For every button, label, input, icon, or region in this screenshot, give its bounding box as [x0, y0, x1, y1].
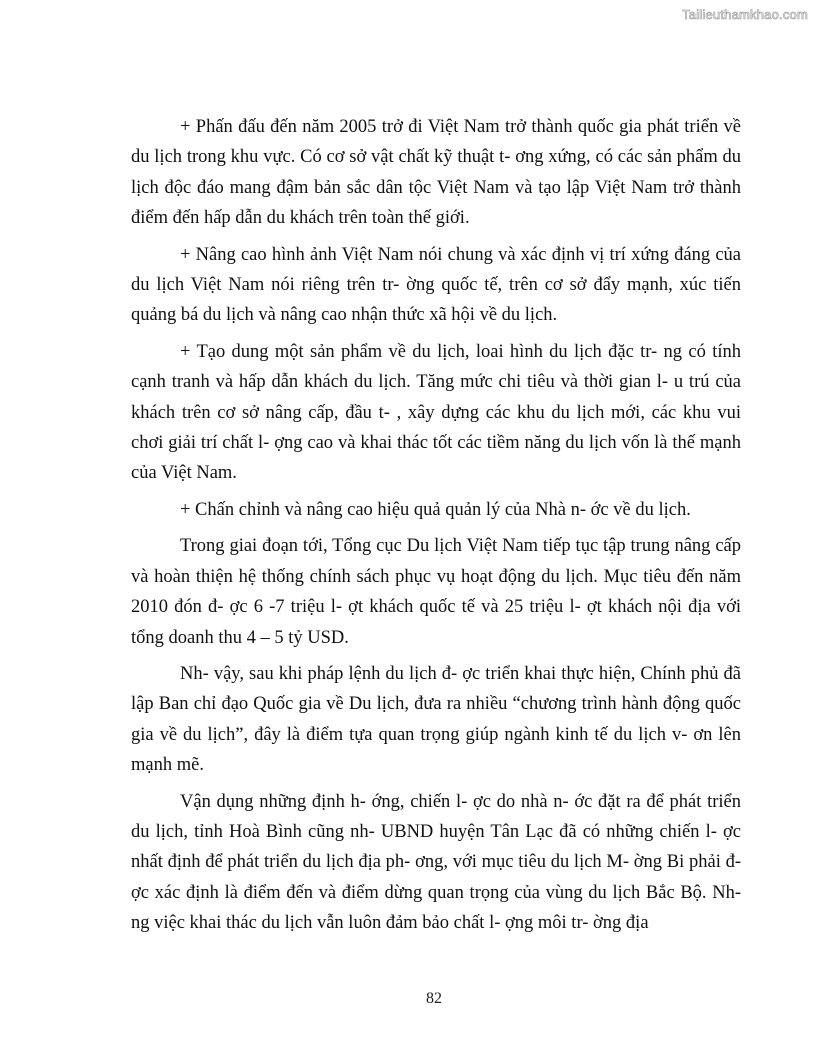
- paragraph-national-program: Nh- vậy, sau khi pháp lệnh du lịch đ- ợc triển khai thực hiện, Chính phủ đã lập Ban chỉ đạo Quốc gia về Du lịch, đưa ra nhiều “chương trình hành động quốc gia về du lịch”, đây là điểm tựa quan trọng giúp ngành kinh tế du lịch v- ơn lên mạnh mẽ.: [131, 663, 741, 776]
- paragraph-goal-2005: + Phấn đấu đến năm 2005 trở đi Việt Nam trở thành quốc gia phát triển về du lịch trong khu vực. Có cơ sở vật chất kỹ thuật t- ơng xứng, có các sản phẩm du lịch độc đáo mang đậm bản sắc dân tộc Việt Nam và tạo lập Việt Nam trở thành điểm đến hấp dẫn du khách trên toàn thế giới.: [131, 117, 741, 229]
- paragraph-management: + Chấn chỉnh và nâng cao hiệu quả quản lý của Nhà n- ớc về du lịch.: [180, 499, 691, 520]
- paragraph-tourism-policy: Trong giai đoạn tới, Tổng cục Du lịch Việt Nam tiếp tục tập trung nâng cấp và hoàn thiện hệ thống chính sách phục vụ hoạt động du lịch. Mục tiêu đến năm 2010 đón đ- ợc 6 -7 triệu l- ợt khách quốc tế và 25 triệu l- ợt khách nội địa với tổng doanh thu 4 – 5 tỷ USD.: [131, 536, 741, 648]
- document-body: [131, 112, 741, 945]
- page-number: 82: [426, 990, 442, 1007]
- watermark: Tailieuthamkhao.com: [682, 7, 808, 22]
- paragraph-image-promotion: + Nâng cao hình ảnh Việt Nam nói chung và xác định vị trí xứng đáng của du lịch Việt Nam nói riêng trên tr- ờng quốc tế, trên cơ sở đẩy mạnh, xúc tiến quảng bá du lịch và nâng cao nhận thức xã hội về du lịch.: [131, 244, 741, 326]
- paragraph-hoa-binh-strategy: Vận dụng những định h- ớng, chiến l- ợc do nhà n- ớc đặt ra để phát triển du lịch, tỉnh Hoà Bình cũng nh- UBND huyện Tân Lạc đã có những chiến l- ợc nhất định để phát triển du lịch địa ph- ơng, với mục tiêu du lịch M- ờng Bi phải đ- ợc xác định là điểm đến và điểm dừng quan trọng của vùng du lịch Bắc Bộ. Nh- ng việc khai thác du lịch vẫn luôn đảm bảo chất l- ợng môi tr- ờng địa: [131, 791, 741, 934]
- paragraph-product-development: + Tạo dung một sản phẩm về du lịch, loai hình du lịch đặc tr- ng có tính cạnh tranh và hấp dẫn khách du lịch. Tăng mức chi tiêu và thời gian l- u trú của khách trên cơ sở nâng cấp, đầu t- , xây dựng các khu du lịch mới, các khu vui chơi giải trí chất l- ợng cao và khai thác tốt các tiềm năng du lịch vốn là thế mạnh của Việt Nam.: [131, 341, 741, 484]
